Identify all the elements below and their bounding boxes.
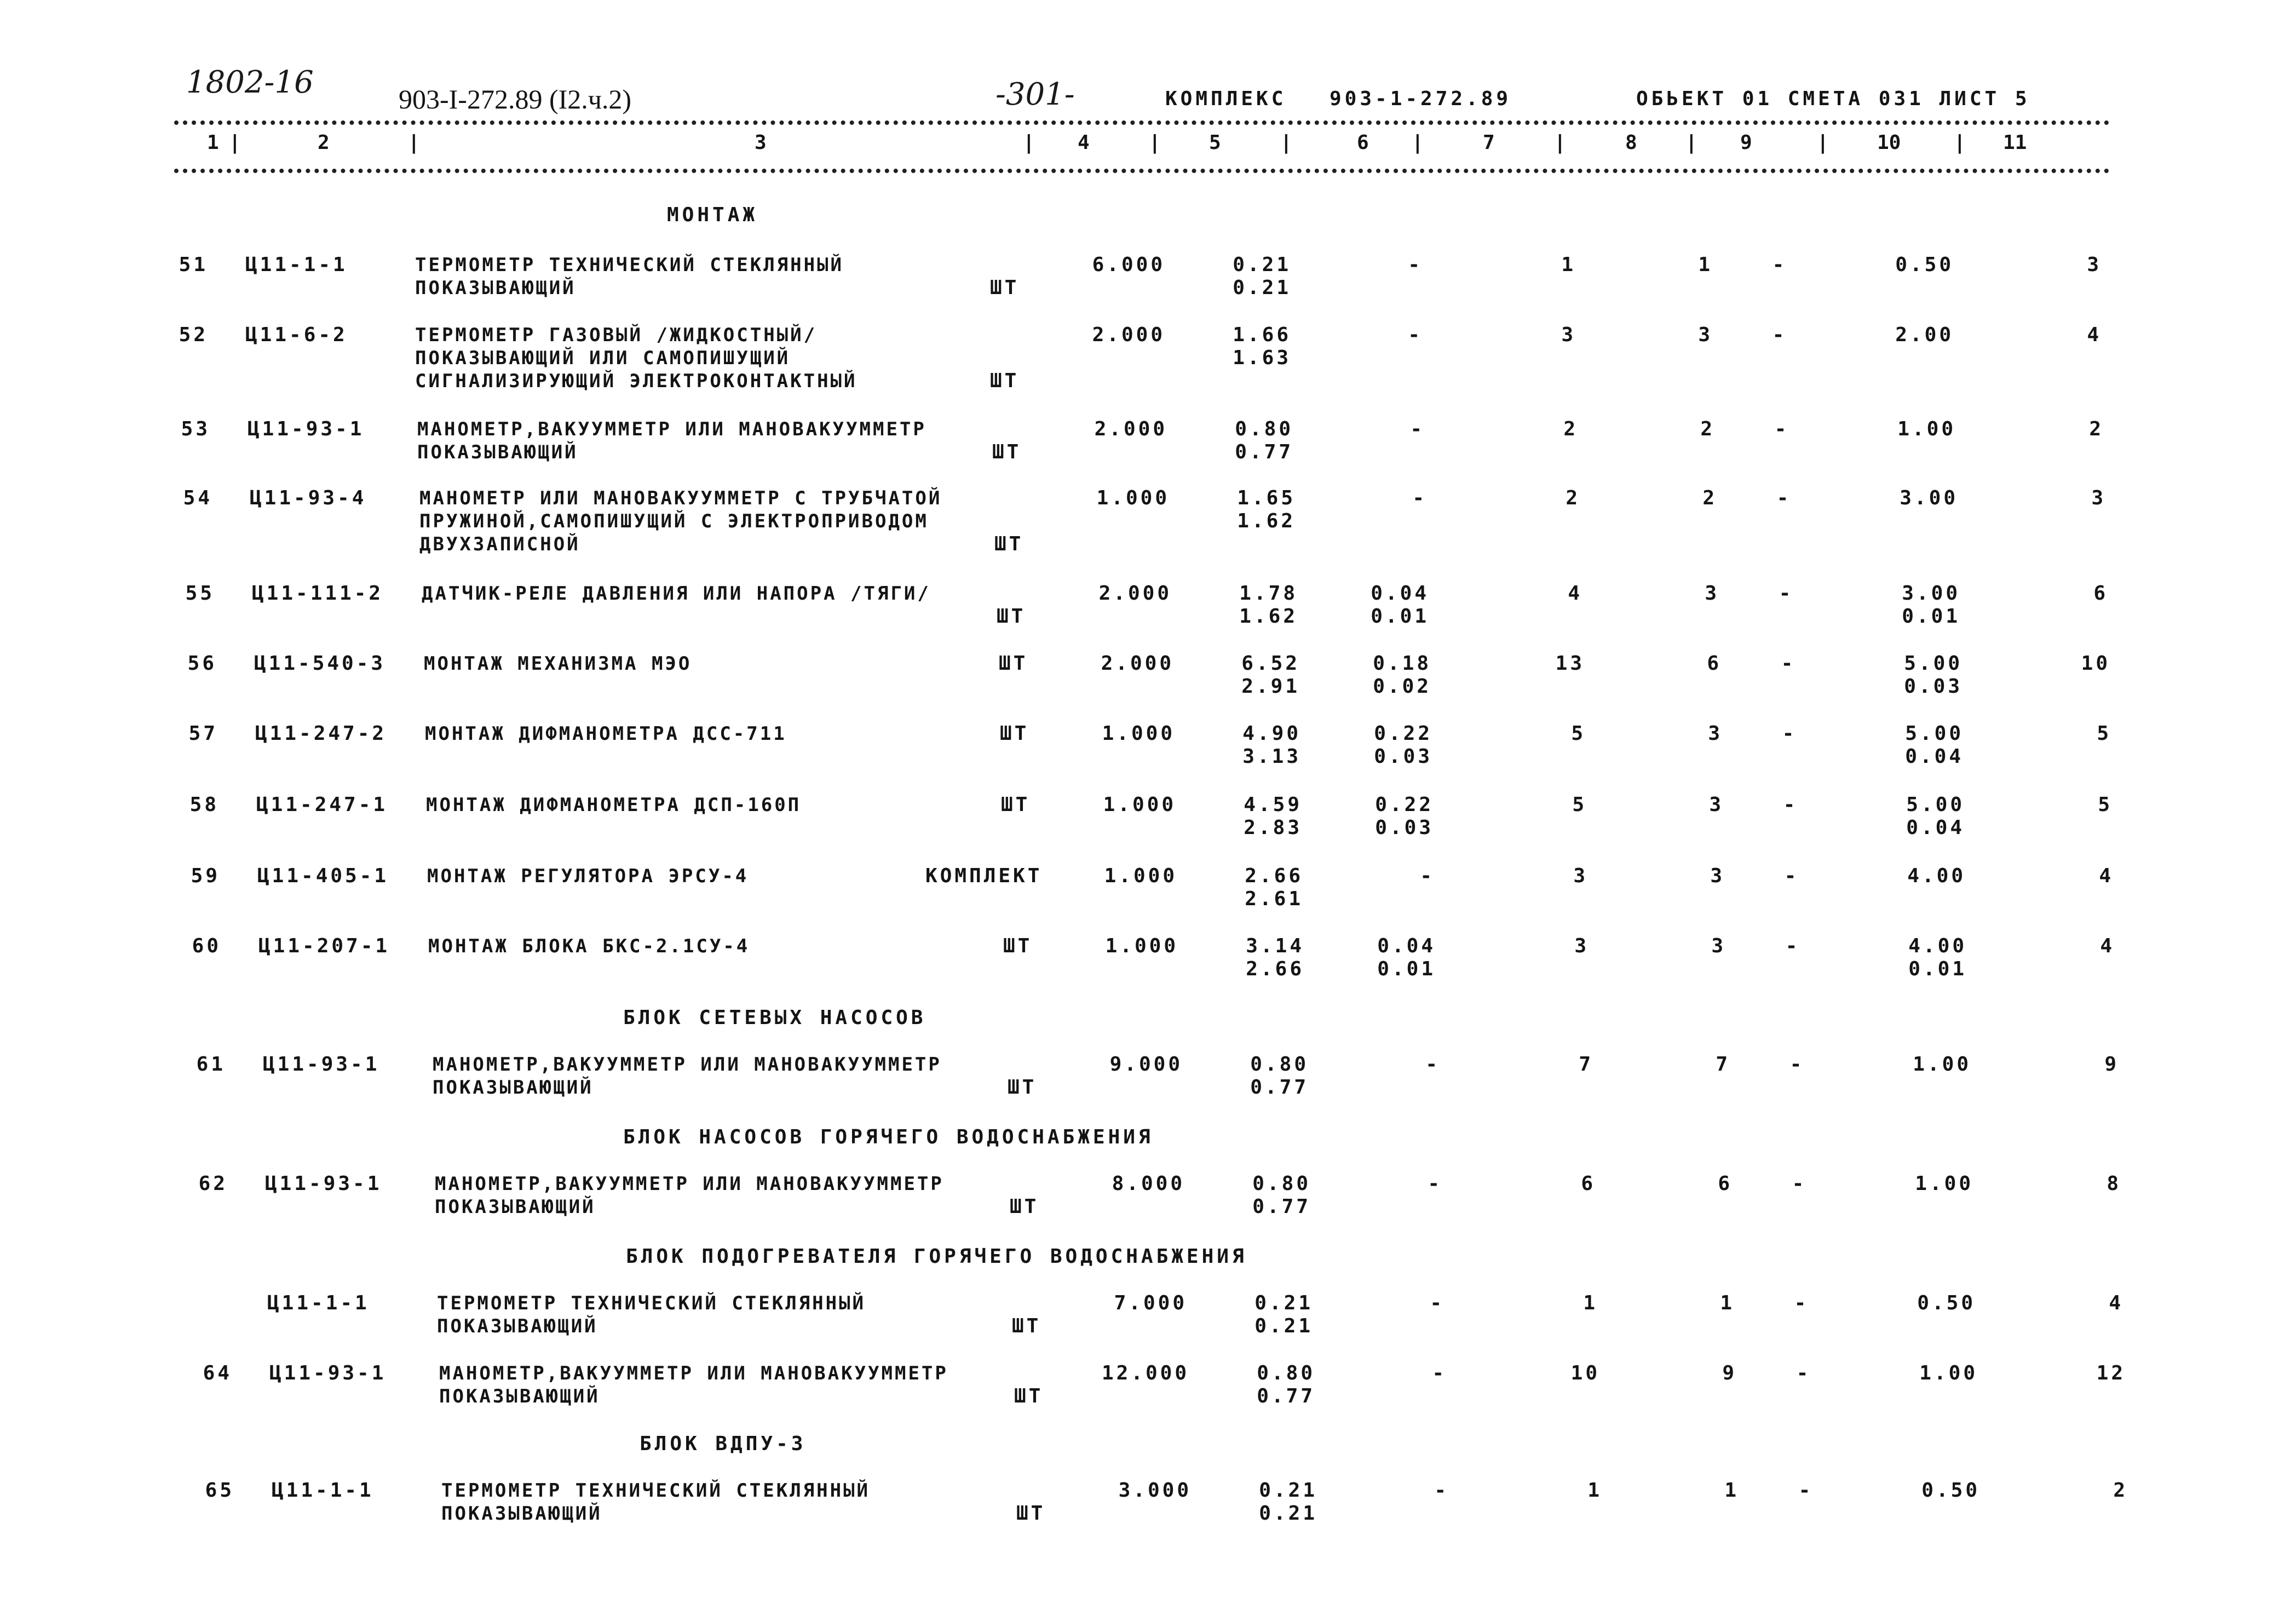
- item-description: ПОКАЗЫВАЮЩИЙ: [437, 1315, 598, 1337]
- col11-value: 8: [2107, 1172, 2121, 1195]
- col7-value: 3: [1574, 935, 1589, 957]
- col-header-11: 11: [2003, 131, 2027, 154]
- col5-value: 0.21: [1259, 1502, 1317, 1525]
- item-description: МАНОМЕТР,ВАКУУММЕТР ИЛИ МАНОВАКУУММЕТР: [435, 1173, 944, 1195]
- col7-value: 1: [1583, 1292, 1598, 1314]
- col6-value: -: [1428, 1172, 1442, 1195]
- col10-value: 1.00: [1897, 418, 1956, 440]
- quantity: 6.000: [1092, 254, 1165, 276]
- col5-value: 0.77: [1235, 441, 1293, 463]
- price-code: Ц11-93-1: [248, 418, 365, 440]
- row-number: 57: [188, 722, 218, 745]
- col6-value: 0.22: [1375, 794, 1434, 816]
- col-separator: |: [408, 131, 420, 154]
- row-number: 65: [205, 1479, 234, 1502]
- item-description: ТЕРМОМЕТР ТЕХНИЧЕСКИЙ СТЕКЛЯННЫЙ: [441, 1480, 871, 1502]
- col10-value: 0.50: [1895, 254, 1954, 276]
- price-code: Ц11-247-1: [256, 794, 388, 816]
- col8-value: 1: [1724, 1479, 1739, 1502]
- col-separator: |: [1685, 131, 1697, 154]
- item-description: МАНОМЕТР,ВАКУУММЕТР ИЛИ МАНОВАКУУММЕТР: [417, 418, 927, 440]
- col6-value: 0.03: [1374, 745, 1432, 768]
- price-code: Ц11-93-1: [263, 1053, 380, 1076]
- col-header-6: 6: [1357, 131, 1369, 154]
- col5-value: 4.59: [1244, 794, 1302, 816]
- col10-value: 2.00: [1895, 324, 1954, 346]
- quantity: 7.000: [1114, 1292, 1187, 1314]
- col7-value: 5: [1571, 722, 1586, 745]
- col6-value: 0.22: [1374, 722, 1432, 745]
- col-header-10: 10: [1877, 131, 1901, 154]
- col5-value: 0.80: [1250, 1053, 1309, 1076]
- col7-value: 13: [1555, 652, 1585, 675]
- col10-value: 0.50: [1921, 1479, 1980, 1502]
- unit-of-measure: ШТ: [1014, 1385, 1044, 1407]
- col8-value: 3: [1705, 582, 1719, 605]
- row-number: 62: [198, 1172, 228, 1195]
- unit-of-measure: ШТ: [1008, 1076, 1037, 1099]
- col8-value: 9: [1722, 1362, 1737, 1384]
- item-description: ПОКАЗЫВАЮЩИЙ: [415, 277, 576, 299]
- col9-value: -: [1792, 1172, 1807, 1195]
- header-bottom-rule: [174, 169, 2110, 173]
- unit-of-measure: ШТ: [1012, 1315, 1041, 1337]
- item-description: МАНОМЕТР ИЛИ МАНОВАКУУММЕТР С ТРУБЧАТОЙ: [419, 487, 942, 509]
- col8-value: 3: [1709, 794, 1724, 816]
- col-separator: |: [1954, 131, 1966, 154]
- col9-value: -: [1789, 1053, 1805, 1076]
- item-description: МОНТАЖ РЕГУЛЯТОРА ЭРСУ-4: [427, 865, 749, 887]
- col6-value: -: [1420, 865, 1435, 887]
- unit-of-measure: ШТ: [990, 277, 1020, 299]
- item-description: СИГНАЛИЗИРУЮЩИЙ ЭЛЕКТРОКОНТАКТНЫЙ: [415, 370, 858, 392]
- col8-value: 1: [1720, 1292, 1735, 1314]
- section-heading: БЛОК СЕТЕВЫХ НАСОСОВ: [623, 1007, 927, 1029]
- page-number: -301-: [995, 77, 1075, 112]
- col9-value: -: [1772, 324, 1787, 346]
- section-heading: БЛОК НАСОСОВ ГОРЯЧЕГО ВОДОСНАБЖЕНИЯ: [623, 1126, 1154, 1148]
- col7-value: 10: [1570, 1362, 1600, 1384]
- col9-value: -: [1776, 487, 1792, 509]
- col8-value: 7: [1716, 1053, 1730, 1076]
- col6-value: -: [1434, 1479, 1449, 1502]
- col11-value: 3: [2091, 487, 2106, 509]
- col5-value: 0.21: [1259, 1479, 1317, 1502]
- col11-value: 2: [2113, 1479, 2128, 1502]
- col5-value: 2.83: [1244, 817, 1302, 839]
- col6-value: 0.01: [1371, 605, 1429, 628]
- col10-value: 4.00: [1908, 935, 1967, 957]
- col5-value: 1.62: [1239, 605, 1298, 628]
- row-number: 55: [185, 582, 215, 605]
- price-code: Ц11-111-2: [252, 582, 384, 605]
- item-description: МОНТАЖ БЛОКА БКС-2.1СУ-4: [428, 935, 750, 957]
- col7-value: 5: [1572, 794, 1587, 816]
- item-description: МАНОМЕТР,ВАКУУММЕТР ИЛИ МАНОВАКУУММЕТР: [433, 1054, 942, 1076]
- col5-value: 2.66: [1246, 958, 1304, 980]
- col5-value: 1.65: [1237, 487, 1296, 509]
- col5-value: 0.77: [1250, 1076, 1309, 1099]
- quantity: 8.000: [1112, 1172, 1185, 1195]
- quantity: 1.000: [1102, 722, 1175, 745]
- row-number: 54: [183, 487, 212, 509]
- col9-value: -: [1798, 1479, 1814, 1502]
- col-separator: |: [1280, 131, 1292, 154]
- col11-value: 12: [2096, 1362, 2126, 1384]
- col-header-9: 9: [1740, 131, 1752, 154]
- unit-of-measure: ШТ: [1001, 794, 1031, 816]
- quantity: 1.000: [1105, 935, 1178, 957]
- unit-of-measure: ШТ: [1016, 1502, 1046, 1525]
- col-separator: |: [229, 131, 241, 154]
- col6-value: -: [1425, 1053, 1440, 1076]
- item-description: МОНТАЖ МЕХАНИЗМА МЭО: [424, 653, 692, 675]
- quantity: 12.000: [1101, 1362, 1189, 1384]
- document-code: 903-I-272.89 (I2.ч.2): [399, 84, 632, 114]
- col11-value: 3: [2087, 254, 2102, 276]
- col10-value: 0.04: [1905, 745, 1964, 768]
- price-code: Ц11-540-3: [254, 652, 386, 675]
- item-description: МОНТАЖ ДИФМАНОМЕТРА ДСС-711: [425, 723, 787, 745]
- item-description: ПРУЖИНОЙ,САМОПИШУЩИЙ С ЭЛЕКТРОПРИВОДОМ: [419, 510, 929, 532]
- col-separator: |: [1817, 131, 1829, 154]
- col-header-2: 2: [318, 131, 330, 154]
- col8-value: 1: [1698, 254, 1713, 276]
- price-code: Ц11-207-1: [258, 935, 390, 957]
- col7-value: 1: [1561, 254, 1576, 276]
- col5-value: 0.21: [1233, 254, 1291, 276]
- col6-value: 0.01: [1377, 958, 1436, 980]
- section-heading: МОНТАЖ: [667, 204, 758, 226]
- col10-value: 1.00: [1919, 1362, 1978, 1384]
- col-separator: |: [1149, 131, 1161, 154]
- col11-value: 5: [2097, 722, 2111, 745]
- col6-value: 0.04: [1377, 935, 1436, 957]
- unit-of-measure: ШТ: [1010, 1195, 1039, 1218]
- col9-value: -: [1785, 935, 1800, 957]
- row-number: 52: [179, 324, 208, 346]
- quantity: 2.000: [1101, 652, 1174, 675]
- col11-value: 4: [2100, 935, 2115, 957]
- row-number: 53: [181, 418, 210, 440]
- item-description: ПОКАЗЫВАЮЩИЙ ИЛИ САМОПИШУЩИЙ: [415, 347, 791, 369]
- col5-value: 3.13: [1242, 745, 1301, 768]
- col10-value: 1.00: [1915, 1172, 1973, 1195]
- col6-value: 0.04: [1371, 582, 1429, 605]
- price-code: Ц11-93-1: [269, 1362, 387, 1384]
- col10-value: 3.00: [1900, 487, 1958, 509]
- col7-value: 3: [1561, 324, 1576, 346]
- item-description: ТЕРМОМЕТР ГАЗОВЫЙ /ЖИДКОСТНЫЙ/: [415, 324, 818, 346]
- col-separator: |: [1023, 131, 1035, 154]
- col8-value: 3: [1710, 865, 1725, 887]
- row-number: 60: [192, 935, 221, 957]
- col5-value: 1.78: [1239, 582, 1298, 605]
- quantity: 2.000: [1098, 582, 1172, 605]
- col5-value: 2.91: [1241, 675, 1300, 698]
- object-info: ОБЬЕКТ 01 СМЕТА 031 ЛИСТ 5: [1636, 88, 2030, 110]
- col10-value: 1.00: [1913, 1053, 1971, 1076]
- quantity: 1.000: [1104, 865, 1177, 887]
- col7-value: 1: [1587, 1479, 1602, 1502]
- unit-of-measure: ШТ: [992, 441, 1022, 463]
- col-header-3: 3: [755, 131, 767, 154]
- col-header-1: 1: [207, 131, 219, 154]
- complex-label: КОМПЛЕКС: [1165, 88, 1287, 110]
- col9-value: -: [1781, 652, 1796, 675]
- col5-value: 6.52: [1241, 652, 1300, 675]
- col-separator: |: [1412, 131, 1424, 154]
- item-description: ПОКАЗЫВАЮЩИЙ: [433, 1077, 594, 1099]
- col8-value: 2: [1700, 418, 1715, 440]
- col10-value: 4.00: [1907, 865, 1966, 887]
- col9-value: -: [1784, 865, 1799, 887]
- unit-of-measure: ШТ: [1003, 935, 1033, 957]
- quantity: 2.000: [1092, 324, 1165, 346]
- col8-value: 3: [1711, 935, 1726, 957]
- row-number: 51: [179, 254, 208, 276]
- price-code: Ц11-247-2: [255, 722, 387, 745]
- col8-value: 6: [1707, 652, 1722, 675]
- item-description: ПОКАЗЫВАЮЩИЙ: [439, 1385, 600, 1407]
- unit-of-measure: ШТ: [990, 370, 1020, 392]
- row-number: 61: [196, 1053, 226, 1076]
- col10-value: 0.03: [1904, 675, 1963, 698]
- col6-value: -: [1408, 254, 1423, 276]
- col5-value: 4.90: [1242, 722, 1301, 745]
- price-code: Ц11-1-1: [272, 1479, 374, 1502]
- row-number: 64: [203, 1362, 232, 1384]
- price-code: Ц11-1-1: [267, 1292, 370, 1314]
- col11-value: 10: [2081, 652, 2110, 675]
- col9-value: -: [1772, 254, 1787, 276]
- price-code: Ц11-93-1: [265, 1172, 382, 1195]
- col11-value: 5: [2098, 794, 2113, 816]
- col6-value: 0.03: [1375, 817, 1434, 839]
- col10-value: 5.00: [1905, 722, 1964, 745]
- col5-value: 0.80: [1235, 418, 1293, 440]
- col5-value: 1.66: [1233, 324, 1291, 346]
- col5-value: 0.77: [1252, 1195, 1311, 1218]
- col6-value: 0.02: [1373, 675, 1431, 698]
- item-description: ПОКАЗЫВАЮЩИЙ: [441, 1503, 602, 1525]
- col6-value: -: [1432, 1362, 1447, 1384]
- item-description: ТЕРМОМЕТР ТЕХНИЧЕСКИЙ СТЕКЛЯННЫЙ: [437, 1292, 866, 1314]
- item-description: МАНОМЕТР,ВАКУУММЕТР ИЛИ МАНОВАКУУММЕТР: [439, 1362, 948, 1384]
- col10-value: 0.01: [1902, 605, 1960, 628]
- col-header-4: 4: [1078, 131, 1090, 154]
- col11-value: 4: [2087, 324, 2102, 346]
- col6-value: -: [1430, 1292, 1445, 1314]
- col11-value: 2: [2089, 418, 2104, 440]
- col10-value: 5.00: [1906, 794, 1965, 816]
- quantity: 2.000: [1094, 418, 1167, 440]
- col7-value: 2: [1566, 487, 1580, 509]
- col8-value: 3: [1698, 324, 1713, 346]
- col5-value: 0.21: [1255, 1292, 1313, 1314]
- col7-value: 3: [1573, 865, 1588, 887]
- section-heading: БЛОК ПОДОГРЕВАТЕЛЯ ГОРЯЧЕГО ВОДОСНАБЖЕНИЯ: [626, 1245, 1247, 1268]
- item-description: ПОКАЗЫВАЮЩИЙ: [417, 441, 578, 463]
- col-header-5: 5: [1209, 131, 1221, 154]
- item-description: ПОКАЗЫВАЮЩИЙ: [435, 1196, 596, 1218]
- col8-value: 6: [1718, 1172, 1733, 1195]
- row-number: 56: [187, 652, 217, 675]
- quantity: 1.000: [1103, 794, 1176, 816]
- col7-value: 4: [1568, 582, 1583, 605]
- col10-value: 5.00: [1904, 652, 1963, 675]
- col10-value: 0.01: [1908, 958, 1967, 980]
- col9-value: -: [1774, 418, 1789, 440]
- section-heading: БЛОК ВДПУ-3: [640, 1433, 807, 1455]
- col11-value: 4: [2099, 865, 2114, 887]
- col5-value: 2.61: [1245, 888, 1303, 910]
- quantity: 1.000: [1096, 487, 1170, 509]
- col5-value: 0.80: [1257, 1362, 1315, 1384]
- col5-value: 3.14: [1246, 935, 1304, 957]
- col9-value: -: [1782, 722, 1797, 745]
- col5-value: 1.63: [1233, 347, 1291, 369]
- col7-value: 6: [1581, 1172, 1596, 1195]
- col10-value: 0.50: [1917, 1292, 1976, 1314]
- col8-value: 2: [1702, 487, 1717, 509]
- quantity: 9.000: [1109, 1053, 1183, 1076]
- col10-value: 3.00: [1902, 582, 1960, 605]
- row-number: 58: [189, 794, 219, 816]
- col-header-8: 8: [1625, 131, 1637, 154]
- item-description: ТЕРМОМЕТР ТЕХНИЧЕСКИЙ СТЕКЛЯННЫЙ: [415, 254, 844, 276]
- column-header-row: [0, 131, 2296, 159]
- col5-value: 1.62: [1237, 510, 1296, 532]
- col9-value: -: [1779, 582, 1794, 605]
- quantity: 3.000: [1118, 1479, 1192, 1502]
- row-number: 59: [191, 865, 220, 887]
- col5-value: 0.77: [1257, 1385, 1315, 1407]
- col11-value: 6: [2093, 582, 2108, 605]
- price-code: Ц11-1-1: [245, 254, 348, 276]
- item-description: ДАТЧИК-РЕЛЕ ДАВЛЕНИЯ ИЛИ НАПОРА /ТЯГИ/: [422, 583, 931, 605]
- item-description: ДВУХЗАПИСНОЙ: [419, 533, 580, 555]
- col9-value: -: [1783, 794, 1798, 816]
- col7-value: 2: [1563, 418, 1578, 440]
- unit-of-measure: ШТ: [997, 605, 1026, 628]
- col5-value: 2.66: [1245, 865, 1303, 887]
- col6-value: -: [1408, 324, 1423, 346]
- unit-of-measure: ШТ: [1000, 722, 1029, 745]
- col-separator: |: [1554, 131, 1566, 154]
- col8-value: 3: [1708, 722, 1723, 745]
- col6-value: 0.18: [1373, 652, 1431, 675]
- col11-value: 4: [2109, 1292, 2124, 1314]
- col9-value: -: [1794, 1292, 1809, 1314]
- unit-of-measure: КОМПЛЕКТ: [925, 865, 1043, 887]
- col-header-7: 7: [1483, 131, 1495, 154]
- handwritten-reference: 1802-16: [186, 65, 314, 100]
- col6-value: -: [1410, 418, 1425, 440]
- col9-value: -: [1796, 1362, 1811, 1384]
- price-code: Ц11-93-4: [250, 487, 367, 509]
- col5-value: 0.80: [1252, 1172, 1311, 1195]
- col5-value: 0.21: [1255, 1315, 1313, 1337]
- col6-value: -: [1412, 487, 1427, 509]
- header-top-rule: [174, 120, 2110, 125]
- unit-of-measure: ШТ: [994, 533, 1024, 555]
- price-code: Ц11-6-2: [245, 324, 348, 346]
- col7-value: 7: [1579, 1053, 1593, 1076]
- item-description: МОНТАЖ ДИФМАНОМЕТРА ДСП-160П: [426, 794, 802, 816]
- complex-code: 903-1-272.89: [1330, 88, 1512, 110]
- col11-value: 9: [2104, 1053, 2119, 1076]
- unit-of-measure: ШТ: [999, 652, 1028, 675]
- col5-value: 0.21: [1233, 277, 1291, 299]
- price-code: Ц11-405-1: [257, 865, 389, 887]
- col10-value: 0.04: [1906, 817, 1965, 839]
